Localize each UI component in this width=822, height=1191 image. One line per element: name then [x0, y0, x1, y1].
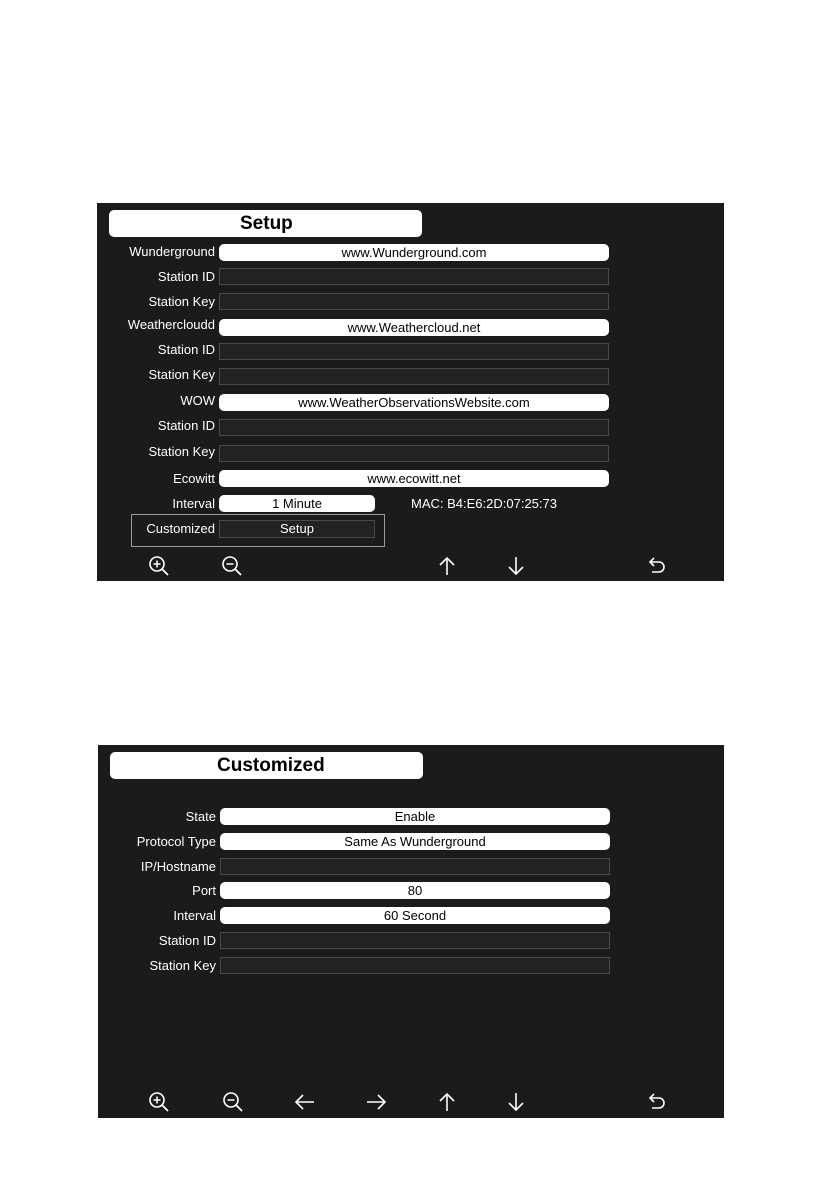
ip-hostname-field[interactable]	[220, 858, 610, 875]
zoom-in-icon[interactable]	[148, 1091, 170, 1113]
wunderground-station-id-field[interactable]	[219, 268, 609, 285]
weathercloud-station-key-field[interactable]	[219, 368, 609, 385]
wow-station-id-field[interactable]	[219, 419, 609, 436]
weathercloud-label: Weathercloudd	[127, 317, 215, 332]
interval-field[interactable]: 60 Second	[220, 907, 610, 924]
setup-screen	[97, 203, 724, 581]
wow-label: WOW	[180, 393, 215, 408]
zoom-in-icon[interactable]	[148, 555, 170, 577]
page-title: Setup	[240, 213, 293, 234]
protocol-type-field[interactable]: Same As Wunderground	[220, 833, 610, 850]
station-id-label: Station ID	[158, 933, 216, 948]
wunderground-station-id-label: Station ID	[157, 269, 215, 284]
mac-address: MAC: B4:E6:2D:07:25:73	[411, 496, 557, 511]
ecowitt-server-field[interactable]: www.ecowitt.net	[219, 470, 609, 487]
station-key-label: Station Key	[149, 958, 216, 973]
state-label: State	[185, 809, 216, 824]
wow-server-field[interactable]: www.WeatherObservationsWebsite.com	[219, 394, 609, 411]
customized-setup-button[interactable]: Setup	[219, 520, 375, 538]
arrow-right-icon[interactable]	[365, 1091, 387, 1113]
port-field[interactable]: 80	[220, 882, 610, 899]
interval-field[interactable]: 1 Minute	[219, 495, 375, 512]
back-icon[interactable]	[645, 1091, 667, 1113]
arrow-down-icon[interactable]	[505, 555, 527, 577]
weathercloud-station-id-field[interactable]	[219, 343, 609, 360]
arrow-up-icon[interactable]	[436, 555, 458, 577]
ip-hostname-label: IP/Hostname	[140, 859, 216, 874]
wow-station-id-label: Station ID	[157, 418, 215, 433]
interval-label: Interval	[172, 496, 215, 511]
station-key-field[interactable]	[220, 957, 610, 974]
wunderground-station-key-field[interactable]	[219, 293, 609, 310]
protocol-type-label: Protocol Type	[136, 834, 216, 849]
wunderground-station-key-label: Station Key	[148, 294, 215, 309]
setup-title-bar	[109, 210, 422, 237]
port-label: Port	[192, 883, 216, 898]
arrow-down-icon[interactable]	[505, 1091, 527, 1113]
wunderground-server-field[interactable]: www.Wunderground.com	[219, 244, 609, 261]
customized-screen	[98, 745, 724, 1118]
zoom-out-icon[interactable]	[222, 1091, 244, 1113]
customized-title-bar	[110, 752, 423, 779]
weathercloud-station-id-label: Station ID	[157, 342, 215, 357]
page-title: Customized	[217, 755, 325, 776]
back-icon[interactable]	[645, 555, 667, 577]
weathercloud-station-key-label: Station Key	[148, 367, 215, 382]
wow-station-key-field[interactable]	[219, 445, 609, 462]
interval-label: Interval	[173, 908, 216, 923]
arrow-up-icon[interactable]	[436, 1091, 458, 1113]
station-id-field[interactable]	[220, 932, 610, 949]
wunderground-label: Wunderground	[129, 244, 215, 259]
zoom-out-icon[interactable]	[221, 555, 243, 577]
arrow-left-icon[interactable]	[294, 1091, 316, 1113]
customized-label: Customized	[146, 521, 215, 536]
wow-station-key-label: Station Key	[148, 444, 215, 459]
weathercloud-server-field[interactable]: www.Weathercloud.net	[219, 319, 609, 336]
ecowitt-label: Ecowitt	[173, 471, 215, 486]
state-field[interactable]: Enable	[220, 808, 610, 825]
